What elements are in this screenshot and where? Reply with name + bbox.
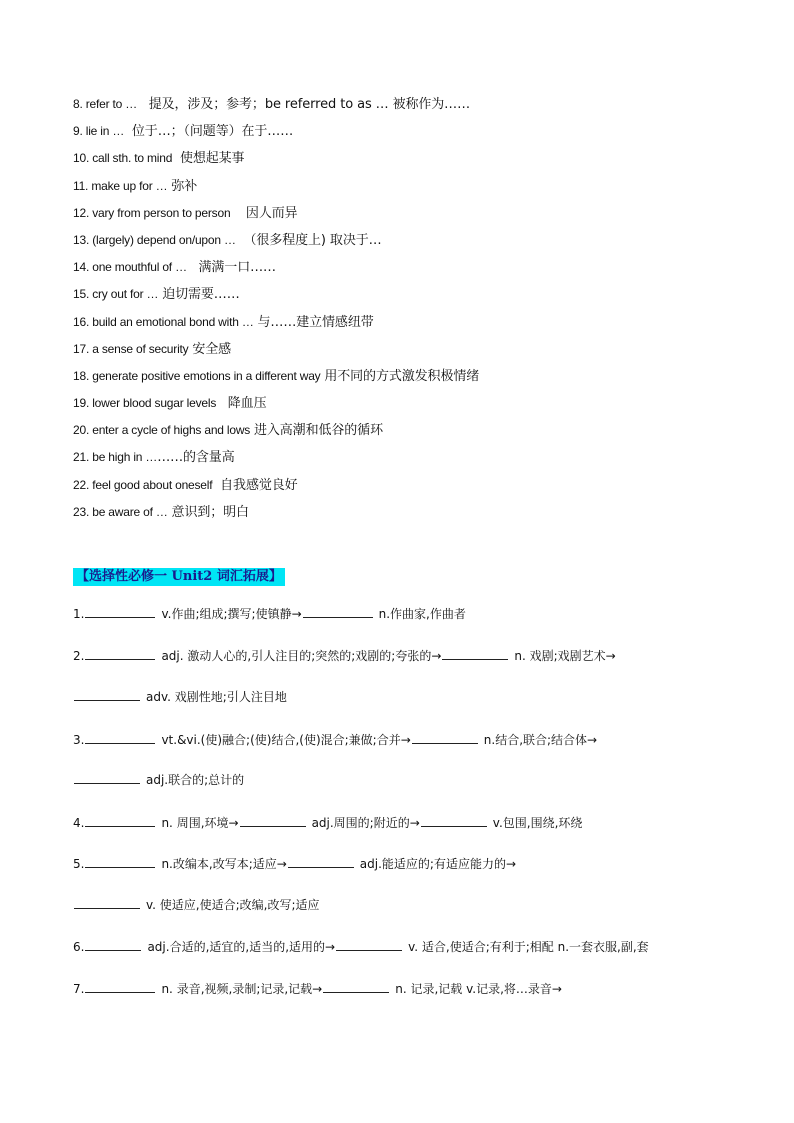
exercise-definition: n.结合,联合;结合体→ xyxy=(483,733,598,747)
phrase-english: 21. be high in … xyxy=(73,450,158,465)
exercise-definition: adj.周围的;附近的→ xyxy=(311,816,420,830)
phrase-item xyxy=(73,121,773,148)
phrase-item xyxy=(73,447,773,474)
phrase-item xyxy=(73,420,773,447)
exercise-number: 6. xyxy=(73,940,85,954)
phrase-item xyxy=(73,176,773,203)
exercise-number: 1. xyxy=(73,607,85,621)
phrase-item xyxy=(73,475,773,502)
exercise-definition: adj.联合的;总计的 xyxy=(146,773,245,787)
phrase-chinese: （很多程度上) 取决于… xyxy=(243,232,382,248)
answer-blank[interactable] xyxy=(85,853,155,868)
phrase-english: 17. a sense of security xyxy=(73,341,189,356)
phrase-english: 22. feel good about oneself xyxy=(73,477,213,492)
phrase-item xyxy=(73,393,773,420)
exercise-item-continued xyxy=(73,769,244,790)
exercise-item xyxy=(73,645,616,666)
exercise-definition: n. 周围,环境→ xyxy=(161,816,239,830)
exercise-number: 4. xyxy=(73,816,85,830)
answer-blank[interactable] xyxy=(85,936,141,951)
exercise-item xyxy=(73,978,562,999)
phrase-item xyxy=(73,284,773,311)
answer-blank[interactable] xyxy=(74,894,140,909)
phrase-english: 13. (largely) depend on/upon … xyxy=(73,232,236,247)
exercise-definition: n.作曲家,作曲者 xyxy=(378,607,466,621)
answer-blank[interactable] xyxy=(85,812,155,827)
phrase-english: 12. vary from person to person xyxy=(73,205,231,220)
phrase-chinese: 因人而异 xyxy=(245,205,298,221)
exercise-definition: v. 适合,使适合;有利于;相配 n.一套衣服,副,套 xyxy=(408,940,649,954)
exercise-definition: v. 使适应,使适合;改编,改写;适应 xyxy=(146,898,320,912)
phrase-item xyxy=(73,148,773,175)
phrase-english: 11. make up for … xyxy=(73,178,168,193)
phrase-item xyxy=(73,94,773,121)
exercise-definition: n. 戏剧;戏剧艺术→ xyxy=(514,649,616,663)
exercise-number: 5. xyxy=(73,857,85,871)
phrase-chinese: 满满一口…… xyxy=(198,260,276,276)
answer-blank[interactable] xyxy=(85,729,155,744)
answer-blank[interactable] xyxy=(442,645,508,660)
phrase-item xyxy=(73,502,773,529)
phrase-item xyxy=(73,339,773,366)
answer-blank[interactable] xyxy=(74,686,140,701)
answer-blank[interactable] xyxy=(303,603,373,618)
phrase-chinese: 用不同的方式激发积极情绪 xyxy=(324,368,480,384)
exercise-definition: adj. 激动人心的,引人注目的;突然的;戏剧的;夸张的→ xyxy=(161,649,442,663)
exercise-definition: n. 录音,视频,录制;记录,记载→ xyxy=(161,982,323,996)
phrase-item xyxy=(73,257,773,284)
exercise-definition: adv. 戏剧性地;引人注目地 xyxy=(146,690,287,704)
phrase-english: 14. one mouthful of … xyxy=(73,260,187,275)
phrase-chinese: 进入高潮和低谷的循环 xyxy=(253,423,383,439)
exercise-item xyxy=(73,936,649,957)
exercise-definition: v.包围,围绕,环绕 xyxy=(492,816,583,830)
phrase-english: 18. generate positive emotions in a different way xyxy=(73,368,321,383)
phrase-chinese: 安全感 xyxy=(192,341,232,357)
answer-blank[interactable] xyxy=(74,769,140,784)
phrase-chinese: 提及，涉及；参考；be referred to as … 被称作为…… xyxy=(148,97,470,112)
phrase-chinese: 弥补 xyxy=(171,178,198,194)
phrase-english: 19. lower blood sugar levels xyxy=(73,396,217,411)
phrase-english: 16. build an emotional bond with … xyxy=(73,314,254,329)
answer-blank[interactable] xyxy=(288,853,354,868)
exercise-item xyxy=(73,729,597,750)
exercise-item-continued xyxy=(73,894,320,915)
phrase-english: 20. enter a cycle of highs and lows xyxy=(73,423,251,438)
phrase-item xyxy=(73,312,773,339)
exercise-definition: adj.能适应的;有适应能力的→ xyxy=(359,857,517,871)
phrase-chinese: ……的含量高 xyxy=(157,450,235,466)
exercise-definition: vt.&vi.(使)融合;(使)结合,(使)混合;兼做;合并→ xyxy=(161,733,411,747)
answer-blank[interactable] xyxy=(421,812,487,827)
phrase-chinese: 自我感觉良好 xyxy=(220,477,298,493)
answer-blank[interactable] xyxy=(412,729,478,744)
phrase-english: 23. be aware of … xyxy=(73,504,168,519)
phrase-english: 10. call sth. to mind xyxy=(73,151,173,166)
exercise-item-continued xyxy=(73,686,287,707)
exercise-number: 2. xyxy=(73,649,85,663)
phrase-chinese: 位于…；（问题等）在于…… xyxy=(131,124,294,140)
phrase-chinese: 降血压 xyxy=(227,396,267,412)
exercise-item xyxy=(73,853,516,874)
answer-blank[interactable] xyxy=(85,645,155,660)
answer-blank[interactable] xyxy=(240,812,306,827)
section-heading: 【选择性必修一 Unit2 词汇拓展】 xyxy=(73,568,285,586)
exercise-definition: v.作曲;组成;撰写;使镇静→ xyxy=(161,607,302,621)
phrase-chinese: 意识到；明白 xyxy=(171,504,249,520)
exercise-item xyxy=(73,812,582,833)
exercise-number: 3. xyxy=(73,733,85,747)
phrase-item xyxy=(73,203,773,230)
exercise-definition: adj.合适的,适宜的,适当的,适用的→ xyxy=(147,940,336,954)
answer-blank[interactable] xyxy=(336,936,402,951)
phrase-item xyxy=(73,366,773,393)
phrase-chinese: 迫切需要…… xyxy=(162,287,240,303)
answer-blank[interactable] xyxy=(85,603,155,618)
answer-blank[interactable] xyxy=(85,978,155,993)
exercise-definition: n.改编本,改写本;适应→ xyxy=(161,857,287,871)
exercise-definition: n. 记录,记载 v.记录,将…录音→ xyxy=(395,982,562,996)
phrase-list xyxy=(73,94,773,529)
answer-blank[interactable] xyxy=(323,978,389,993)
phrase-item xyxy=(73,230,773,257)
phrase-english: 15. cry out for … xyxy=(73,287,159,302)
phrase-english: 8. refer to … xyxy=(73,97,138,111)
exercise-item xyxy=(73,603,466,624)
phrase-chinese: 与……建立情感纽带 xyxy=(257,314,374,330)
phrase-chinese: 使想起某事 xyxy=(179,151,245,167)
phrase-english: 9. lie in … xyxy=(73,124,125,139)
exercise-number: 7. xyxy=(73,982,85,996)
